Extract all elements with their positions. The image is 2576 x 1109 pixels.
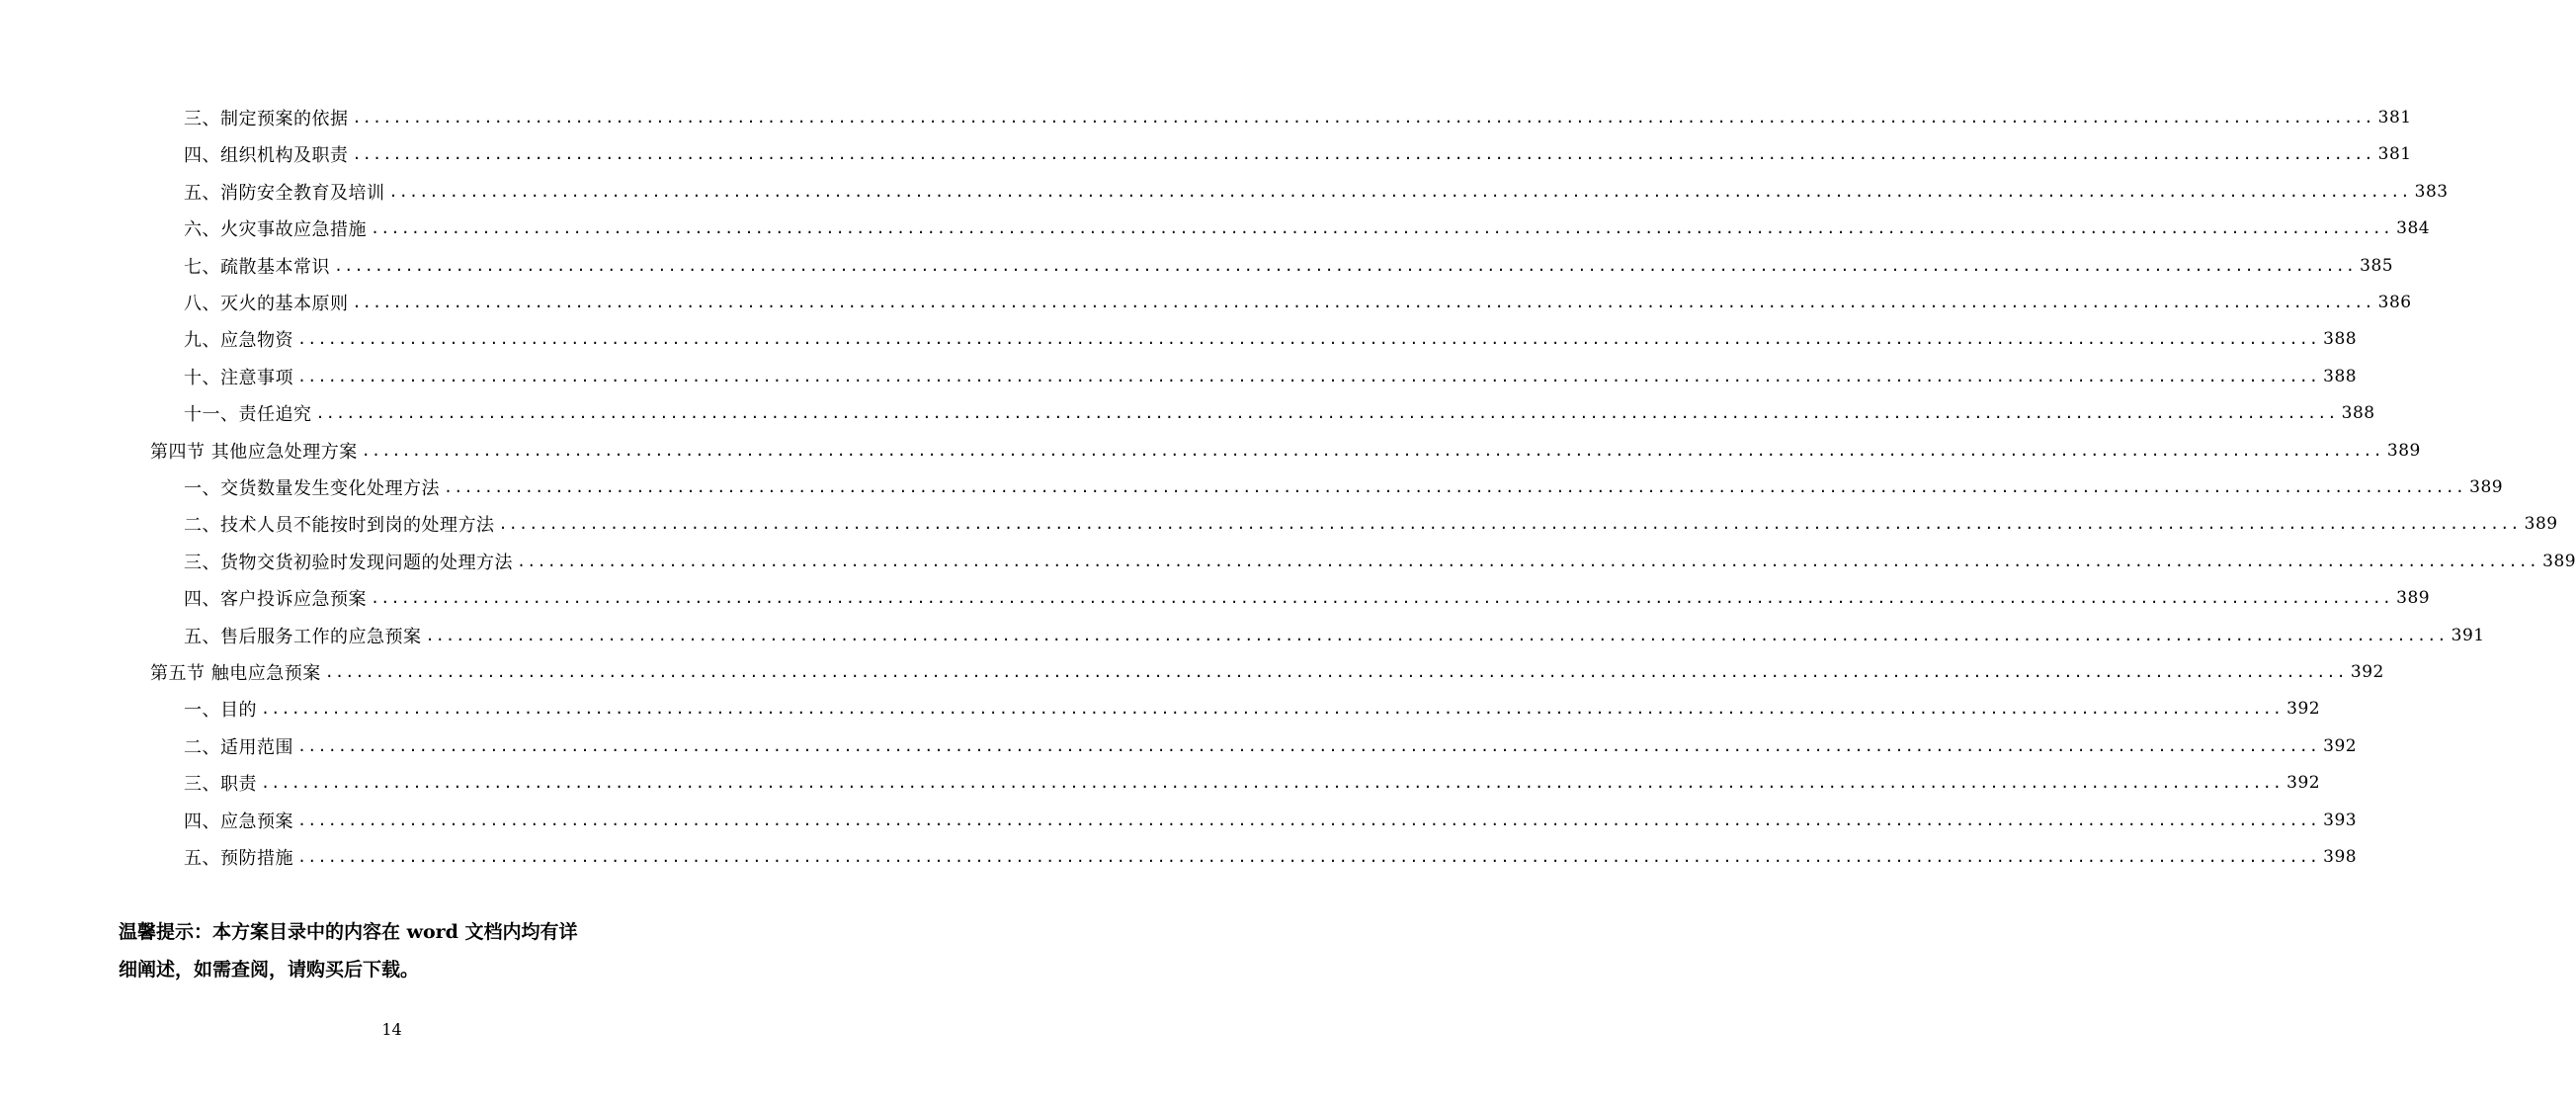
toc-entry[interactable] <box>184 324 2358 354</box>
tip-note <box>119 913 672 988</box>
toc-entry-label: 十、注意事项 <box>184 367 293 388</box>
toc-entry[interactable] <box>184 768 2321 798</box>
toc-entry-label: 二、技术人员不能按时到岗的处理方法 <box>184 515 495 537</box>
toc-entry-page: 381 <box>2377 108 2412 128</box>
toc-entry-label: 三、制定预案的依据 <box>184 109 349 129</box>
toc-leader-dots: ........................................................................................................................................................................................................ <box>297 736 2320 755</box>
toc-entry[interactable] <box>184 547 2576 576</box>
toc-entry-page: 389 <box>2396 588 2431 609</box>
toc-entry-label: 三、职责 <box>184 774 257 796</box>
toc-entry-label: 第四节 其他应急处理方案 <box>150 441 358 463</box>
toc-entry-page: 389 <box>2386 440 2421 461</box>
toc-entry-page: 392 <box>2286 699 2321 720</box>
toc-leader-dots: ........................................................................................................................................................................................................ <box>352 145 2374 164</box>
toc-entry-page: 391 <box>2451 625 2485 645</box>
toc-entry-label: 十一、责任追究 <box>184 404 312 426</box>
toc-entry-page: 389 <box>2469 477 2504 497</box>
toc-leader-dots: ........................................................................................................................................................................................................ <box>498 515 2521 534</box>
toc-entry-page: 392 <box>2323 735 2358 756</box>
toc-leader-dots: ........................................................................................................................................................................................................ <box>297 330 2320 349</box>
toc-leader-dots: ........................................................................................................................................................................................................ <box>261 774 2284 793</box>
toc-entry-label: 二、适用范围 <box>184 736 293 758</box>
toc-entry[interactable] <box>184 251 2394 281</box>
toc-entry-label: 五、消防安全教育及培训 <box>184 182 385 204</box>
toc-leader-dots: ........................................................................................................................................................................................................ <box>517 552 2539 570</box>
toc-leader-dots: ........................................................................................................................................................................................................ <box>315 404 2338 423</box>
tip-note-line-1: 温馨提示：本方案目录中的内容在 word 文档内均有详 <box>119 921 578 943</box>
toc-leader-dots: ........................................................................................................................................................................................................ <box>388 182 2411 201</box>
toc-entry[interactable] <box>184 398 2375 428</box>
toc-leader-dots: ........................................................................................................................................................................................................ <box>352 294 2374 311</box>
toc-entry-label: 七、疏散基本常识 <box>184 256 330 278</box>
toc-entry[interactable] <box>184 806 2358 835</box>
toc-entry[interactable] <box>184 583 2431 613</box>
toc-leader-dots: ........................................................................................................................................................................................................ <box>297 810 2320 829</box>
toc-entry-page: 398 <box>2323 847 2358 867</box>
toc-entry-page: 386 <box>2377 293 2412 312</box>
toc-leader-dots: ........................................................................................................................................................................................................ <box>371 589 2393 608</box>
toc-entry-page: 389 <box>2524 514 2558 535</box>
toc-entry[interactable] <box>184 213 2431 243</box>
toc-entry-page: 392 <box>2286 773 2321 794</box>
toc-entry-page: 384 <box>2396 218 2431 239</box>
toc-entry-page: 388 <box>2323 329 2358 350</box>
tip-note-line-2: 细阐述，如需查阅，请购买后下载。 <box>119 959 420 981</box>
toc-entry-label: 五、售后服务工作的应急预案 <box>184 626 422 647</box>
toc-entry-page: 389 <box>2542 551 2576 571</box>
toc-entry-page: 381 <box>2377 144 2412 165</box>
toc-entry-label: 八、灭火的基本原则 <box>184 294 349 314</box>
toc-leader-dots: ........................................................................................................................................................................................................ <box>425 626 2448 644</box>
toc-entry[interactable] <box>150 657 2384 687</box>
toc-entry[interactable] <box>184 288 2412 317</box>
toc-entry-page: 393 <box>2323 810 2358 830</box>
toc-entry-label: 三、货物交货初验时发现问题的处理方法 <box>184 552 513 573</box>
toc-entry-page: 392 <box>2350 662 2384 682</box>
toc-leader-dots: ........................................................................................................................................................................................................ <box>352 109 2374 127</box>
toc-entry[interactable] <box>184 362 2358 391</box>
toc-entry-label: 第五节 触电应急预案 <box>150 663 321 684</box>
toc-entry[interactable] <box>184 621 2485 650</box>
toc-entry-page: 388 <box>2341 403 2375 424</box>
toc-entry-page: 385 <box>2360 255 2394 276</box>
toc-entry[interactable] <box>184 509 2558 539</box>
toc-entry-label: 四、应急预案 <box>184 810 293 832</box>
toc-leader-dots: ........................................................................................................................................................................................................ <box>444 478 2466 496</box>
toc-entry[interactable] <box>184 139 2412 169</box>
toc-leader-dots: ........................................................................................................................................................................................................ <box>361 441 2383 460</box>
page-number: 14 <box>381 1020 402 1039</box>
toc-entry[interactable] <box>184 177 2449 207</box>
toc-entry[interactable] <box>184 472 2504 502</box>
toc-entry-label: 一、目的 <box>184 700 257 722</box>
toc-leader-dots: ........................................................................................................................................................................................................ <box>371 219 2393 238</box>
toc-entry[interactable] <box>184 731 2358 761</box>
toc-leader-dots: ........................................................................................................................................................................................................ <box>297 367 2320 385</box>
toc-entry-label: 一、交货数量发生变化处理方法 <box>184 478 440 499</box>
toc-entry-label: 四、组织机构及职责 <box>184 145 349 167</box>
toc-entry-label: 四、客户投诉应急预案 <box>184 589 367 611</box>
toc-leader-dots: ........................................................................................................................................................................................................ <box>297 848 2320 866</box>
toc-entry[interactable] <box>184 103 2412 132</box>
toc-entry-label: 五、预防措施 <box>184 848 293 869</box>
toc-leader-dots: ........................................................................................................................................................................................................ <box>324 663 2347 681</box>
toc-entry-page: 388 <box>2323 366 2358 386</box>
toc-leader-dots: ........................................................................................................................................................................................................ <box>261 700 2284 719</box>
toc-entry-page: 383 <box>2414 181 2449 202</box>
toc-entry[interactable] <box>150 436 2421 466</box>
toc-entry-label: 六、火灾事故应急措施 <box>184 219 367 241</box>
toc-leader-dots: ........................................................................................................................................................................................................ <box>334 256 2357 275</box>
toc-entry[interactable] <box>184 694 2321 724</box>
toc-entry-label: 九、应急物资 <box>184 330 293 352</box>
toc-entry[interactable] <box>184 842 2358 872</box>
